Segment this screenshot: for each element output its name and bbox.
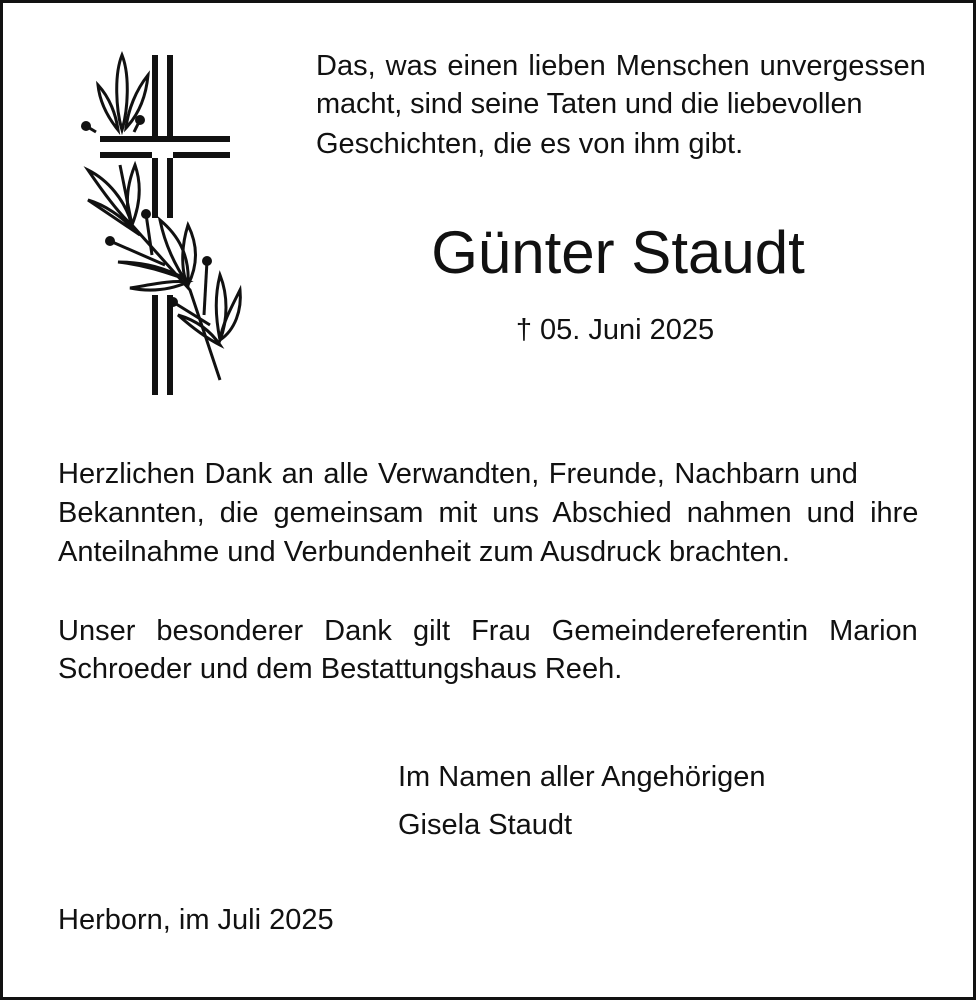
cross-with-olive-branch-icon <box>70 40 260 400</box>
thanks-line: Schroeder und dem Bestattungshaus Reeh. <box>58 653 623 685</box>
thanks-line: Herzlichen Dank an alle Verwandten, Freunde, Nachbarn und <box>58 458 858 490</box>
signature-intro: Im Namen aller Angehörigen <box>398 761 766 793</box>
quote-line: Das, was einen lieben Menschen unvergessen <box>316 50 926 82</box>
quote-line: Geschichten, die es von ihm gibt. <box>316 128 744 160</box>
thanks-line: Unser besonderer Dank gilt Frau Gemeindereferentin Marion <box>58 615 918 647</box>
place-date: Herborn, im Juli 2025 <box>58 904 334 936</box>
signature-name: Gisela Staudt <box>398 809 573 841</box>
deceased-name: Günter Staudt <box>431 219 805 286</box>
thanks-line: Bekannten, die gemeinsam mit uns Abschied nahmen und ihre <box>58 497 919 529</box>
quote-line: macht, sind seine Taten und die liebevollen <box>316 88 863 120</box>
thanks-line: Anteilnahme und Verbundenheit zum Ausdruck brachten. <box>58 536 790 568</box>
death-date: † 05. Juni 2025 <box>515 314 715 346</box>
